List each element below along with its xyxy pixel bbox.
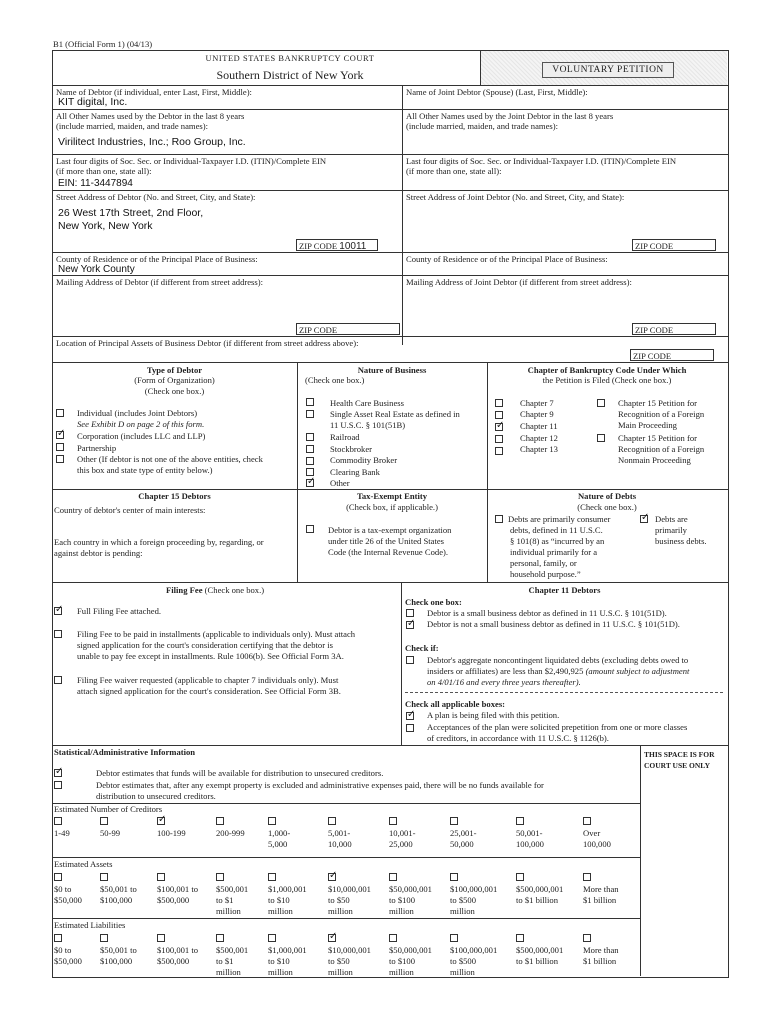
creditors-option-8-checkbox[interactable] xyxy=(450,817,458,825)
stat-title: Statistical/Administrative Information xyxy=(54,747,196,757)
consumer-debts-label-3: § 101(8) as “incurred by an xyxy=(510,536,605,546)
assets-option-4-label: $500,001 xyxy=(216,884,249,894)
business-debts-checkbox[interactable] xyxy=(640,515,648,523)
single-asset-label: Single Asset Real Estate as defined in xyxy=(330,409,460,419)
individual-note: See Exhibit D on page 2 of this form. xyxy=(77,419,205,429)
no-funds-checkbox[interactable] xyxy=(54,781,62,789)
creditors-option-8-label: 25,001- xyxy=(450,828,477,838)
nature-business-title: Nature of Business xyxy=(357,365,427,375)
tax-exempt-label-2: under title 26 of the United States xyxy=(328,536,444,546)
liabilities-option-6-label: million xyxy=(328,967,353,977)
assets-option-6-label: $10,000,001 xyxy=(328,884,371,894)
creditors-option-9-checkbox[interactable] xyxy=(516,817,524,825)
court-use-label: THIS SPACE IS FOR xyxy=(644,750,715,759)
joint-tax-label-2: (if more than one, state all): xyxy=(406,166,502,176)
business-debts-label-3: business debts. xyxy=(655,536,707,546)
joint-name-label: Name of Joint Debtor (Spouse) (Last, First, Middle): xyxy=(406,87,588,97)
assets-option-6-checkbox[interactable] xyxy=(328,873,336,881)
acceptances-label-2: of creditors, in accordance with 11 U.S.C. § 1126(b). xyxy=(427,733,609,743)
assets-option-6-label: to $50 xyxy=(328,895,350,905)
liabilities-option-7-label: $50,000,001 xyxy=(389,945,432,955)
liabilities-option-6-label: $10,000,001 xyxy=(328,945,371,955)
assets-option-8-label: to $500 xyxy=(450,895,477,905)
tax-exempt-label: Debtor is a tax-exempt organization xyxy=(328,525,452,535)
individual-label: Individual (includes Joint Debtors) xyxy=(77,408,198,418)
chapter13-checkbox[interactable] xyxy=(495,447,503,455)
creditors-option-8-label: 50,000 xyxy=(450,839,474,849)
creditors-option-1-checkbox[interactable] xyxy=(54,817,62,825)
assets-option-7-label: $50,000,001 xyxy=(389,884,432,894)
debtor-tax-value: EIN: 11-3447894 xyxy=(58,178,133,189)
debtor-street-line2: New York, New York xyxy=(58,220,153,232)
joint-zip-field[interactable] xyxy=(632,239,716,251)
assets-option-4-label: to $1 xyxy=(216,895,234,905)
nature-debts-title: Nature of Debts xyxy=(577,491,637,501)
liabilities-option-9-label: to $1 billion xyxy=(516,956,559,966)
liabilities-option-5-label: million xyxy=(268,967,293,977)
creditors-option-10-label: 100,000 xyxy=(583,839,611,849)
assets-option-1-label: $0 to xyxy=(54,884,72,894)
debtor-mailing-label: Mailing Address of Debtor (if different from street address): xyxy=(56,277,263,287)
tax-exempt-title: Tax-Exempt Entity xyxy=(356,491,428,501)
ch15-title: Chapter 15 Debtors xyxy=(138,491,211,501)
liabilities-option-9-label: $500,000,001 xyxy=(516,945,564,955)
liabilities-option-3-checkbox[interactable] xyxy=(157,934,165,942)
liabilities-option-7-label: to $100 xyxy=(389,956,416,966)
debtor-zip-value: 10011 xyxy=(339,241,367,252)
funds-available-checkbox[interactable] xyxy=(54,769,62,777)
liabilities-option-8-label: million xyxy=(450,967,475,977)
creditors-option-4-label: 200-999 xyxy=(216,828,245,838)
other-entity-checkbox[interactable] xyxy=(56,455,64,463)
not-small-business-label: Debtor is not a small business debtor as defined in 11 U.S.C. § 101(51D). xyxy=(427,619,680,629)
liabilities-option-1-label: $0 to xyxy=(54,945,72,955)
liabilities-option-4-checkbox[interactable] xyxy=(216,934,224,942)
creditors-option-9-label: 50,001- xyxy=(516,828,543,838)
creditors-option-10-label: Over xyxy=(583,828,601,838)
aggregate-debts-label-2: insiders or affiliates) are less than $2,490,925 (amount subject to adjustment xyxy=(427,666,690,676)
liabilities-option-8-checkbox[interactable] xyxy=(450,934,458,942)
filing-fee-title: Filing Fee (Check one box.) xyxy=(166,585,265,595)
liabilities-option-3-label: $500,000 xyxy=(157,956,190,966)
installment-fee-checkbox[interactable] xyxy=(54,630,62,638)
fee-waiver-label-2: attach signed application for the court's consideration. See Official Form 3B. xyxy=(77,686,341,696)
ch11-check-if: Check if: xyxy=(405,643,439,653)
liabilities-option-1-label: $50,000 xyxy=(54,956,82,966)
liabilities-option-8-label: to $500 xyxy=(450,956,477,966)
funds-available-label: Debtor estimates that funds will be available for distribution to unsecured creditors. xyxy=(96,768,384,778)
small-business-checkbox[interactable] xyxy=(406,609,414,617)
tax-exempt-checkbox[interactable] xyxy=(306,525,314,533)
creditors-option-5-checkbox[interactable] xyxy=(268,817,276,825)
chapter15-nonmain-label: Chapter 15 Petition for xyxy=(618,433,698,443)
installment-fee-label-2: signed application for the court's consideration certifying that the debtor is xyxy=(77,640,333,650)
assets-option-8-label: $100,000,001 xyxy=(450,884,498,894)
debtor-mailing-zip-field[interactable] xyxy=(296,323,400,335)
joint-street-label: Street Address of Joint Debtor (No. and Street, City, and State): xyxy=(406,192,625,202)
single-asset-checkbox[interactable] xyxy=(306,410,314,418)
acceptances-label: Acceptances of the plan were solicited prepetition from one or more classes xyxy=(427,722,688,732)
petition-title: VOLUNTARY PETITION xyxy=(542,62,674,78)
debtor-tax-label: Last four digits of Soc. Sec. or Individual-Taxpayer I.D. (ITIN)/Complete EIN xyxy=(56,156,327,166)
chapter9-label: Chapter 9 xyxy=(520,409,554,419)
liabilities-option-7-label: million xyxy=(389,967,414,977)
liabilities-option-5-checkbox[interactable] xyxy=(268,934,276,942)
liabilities-option-10-label: More than xyxy=(583,945,619,955)
creditors-option-3-checkbox[interactable] xyxy=(157,817,165,825)
type-debtor-title: Type of Debtor xyxy=(146,365,203,375)
assets-option-9-checkbox[interactable] xyxy=(516,873,524,881)
liabilities-option-4-label: $500,001 xyxy=(216,945,249,955)
no-funds-label-2: distribution to unsecured creditors. xyxy=(96,791,216,801)
consumer-debts-checkbox[interactable] xyxy=(495,515,503,523)
chapter-title-2: the Petition is Filed (Check one box.) xyxy=(542,375,672,385)
assets-option-7-label: to $100 xyxy=(389,895,416,905)
creditors-option-5-label: 5,000 xyxy=(268,839,288,849)
liabilities-option-4-label: to $1 xyxy=(216,956,234,966)
full-fee-label: Full Filing Fee attached. xyxy=(77,606,162,616)
stockbroker-label: Stockbroker xyxy=(330,444,373,454)
liabilities-option-2-label: $50,001 to xyxy=(100,945,137,955)
assets-option-2-label: $50,001 to xyxy=(100,884,137,894)
chapter7-checkbox[interactable] xyxy=(495,399,503,407)
debtor-tax-label-2: (if more than one, state all): xyxy=(56,166,152,176)
debtor-name-label: Name of Debtor (if individual, enter Last, First, Middle): xyxy=(56,87,252,97)
joint-tax-label: Last four digits of Soc. Sec. or Individual-Taxpayer I.D. (ITIN)/Complete EIN xyxy=(406,156,677,166)
assets-option-4-label: million xyxy=(216,906,241,916)
court-use-label-2: COURT USE ONLY xyxy=(644,761,711,770)
commodity-broker-checkbox[interactable] xyxy=(306,457,314,465)
partnership-label: Partnership xyxy=(77,443,117,453)
assets-option-1-label: $50,000 xyxy=(54,895,82,905)
location-label: Location of Principal Assets of Business Debtor (if different from street address above): xyxy=(56,338,359,348)
debtor-other-names-value: Virilitect Industries, Inc.; Roo Group, Inc. xyxy=(58,136,246,148)
installment-fee-label-3: unable to pay fee except in installments. Rule 1006(b). See Official Form 3A. xyxy=(77,651,344,661)
assets-option-10-label: More than xyxy=(583,884,619,894)
type-debtor-sub1: (Form of Organization) xyxy=(134,375,215,385)
nature-business-sub: (Check one box.) xyxy=(305,375,365,385)
ch11-title: Chapter 11 Debtors xyxy=(528,585,601,595)
liabilities-option-2-label: $100,000 xyxy=(100,956,133,966)
district: Southern District of New York xyxy=(216,68,364,82)
chapter15-nonmain-checkbox[interactable] xyxy=(597,434,605,442)
zip-label: ZIP CODE xyxy=(299,325,338,335)
joint-county-label: County of Residence or of the Principal Place of Business: xyxy=(406,254,608,264)
ch15-country-label: Country of debtor's center of main interests: xyxy=(54,505,206,515)
acceptances-checkbox[interactable] xyxy=(406,724,414,732)
joint-mailing-label: Mailing Address of Joint Debtor (if different from street address): xyxy=(406,277,632,287)
other-entity-label: Other (If debtor is not one of the above entities, check xyxy=(77,454,263,464)
nature-debts-sub: (Check one box.) xyxy=(577,502,637,512)
debtor-other-names-label: All Other Names used by the Debtor in the last 8 years xyxy=(56,111,245,121)
fee-waiver-label: Filing Fee waiver requested (applicable to chapter 7 individuals only). Must xyxy=(77,675,339,685)
chapter9-checkbox[interactable] xyxy=(495,411,503,419)
assets-option-3-label: $100,001 to xyxy=(157,884,199,894)
chapter13-label: Chapter 13 xyxy=(520,444,558,454)
assets-option-7-checkbox[interactable] xyxy=(389,873,397,881)
creditors-option-2-label: 50-99 xyxy=(100,828,121,838)
liabilities-option-4-label: million xyxy=(216,967,241,977)
partnership-checkbox[interactable] xyxy=(56,443,64,451)
assets-option-7-label: million xyxy=(389,906,414,916)
plan-filed-label: A plan is being filed with this petition. xyxy=(427,710,560,720)
consumer-debts-label-2: debts, defined in 11 U.S.C. xyxy=(510,525,603,535)
debtor-street-label: Street Address of Debtor (No. and Street, City, and State): xyxy=(56,192,256,202)
assets-label: Estimated Assets xyxy=(54,859,113,869)
court-title: UNITED STATES BANKRUPTCY COURT xyxy=(205,54,375,63)
creditors-option-5-label: 1,000- xyxy=(268,828,291,838)
tax-exempt-label-3: Code (the Internal Revenue Code). xyxy=(328,547,449,557)
aggregate-debts-label-3: on 4/01/16 and every three years thereafter). xyxy=(427,677,581,687)
creditors-option-6-checkbox[interactable] xyxy=(328,817,336,825)
assets-option-9-label: $500,000,001 xyxy=(516,884,564,894)
other-business-checkbox[interactable] xyxy=(306,479,314,487)
chapter15-nonmain-label-3: Nonmain Proceeding xyxy=(618,455,691,465)
small-business-label: Debtor is a small business debtor as defined in 11 U.S.C. § 101(51D). xyxy=(427,608,667,618)
creditors-option-7-checkbox[interactable] xyxy=(389,817,397,825)
liabilities-label: Estimated Liabilities xyxy=(54,920,126,930)
stockbroker-checkbox[interactable] xyxy=(306,445,314,453)
liabilities-option-10-checkbox[interactable] xyxy=(583,934,591,942)
consumer-debts-label-5: personal, family, or xyxy=(510,558,577,568)
chapter-title: Chapter of Bankruptcy Code Under Which xyxy=(527,365,687,375)
chapter15-nonmain-label-2: Recognition of a Foreign xyxy=(618,444,705,454)
creditors-option-1-label: 1-49 xyxy=(54,828,70,838)
consumer-debts-label-4: individual primarily for a xyxy=(510,547,598,557)
dashed-divider xyxy=(405,692,723,693)
corporation-checkbox[interactable] xyxy=(56,431,64,439)
full-fee-checkbox[interactable] xyxy=(54,607,62,615)
liabilities-option-6-checkbox[interactable] xyxy=(328,934,336,942)
business-debts-label-2: primarily xyxy=(655,525,687,535)
assets-option-5-checkbox[interactable] xyxy=(268,873,276,881)
creditors-option-3-label: 100-199 xyxy=(157,828,186,838)
creditors-option-6-label: 5,001- xyxy=(328,828,351,838)
liabilities-option-10-label: $1 billion xyxy=(583,956,617,966)
installment-fee-label: Filing Fee to be paid in installments (applicable to individuals only). Must attach xyxy=(77,629,356,639)
zip-label: ZIP CODE xyxy=(635,241,674,251)
clearing-bank-label: Clearing Bank xyxy=(330,467,380,477)
liabilities-option-1-checkbox[interactable] xyxy=(54,934,62,942)
chapter15-main-label: Chapter 15 Petition for xyxy=(618,398,698,408)
ch11-check-one: Check one box: xyxy=(405,597,462,607)
assets-option-4-checkbox[interactable] xyxy=(216,873,224,881)
creditors-option-6-label: 10,000 xyxy=(328,839,352,849)
tax-exempt-sub: (Check box, if applicable.) xyxy=(346,502,438,512)
aggregate-debts-label: Debtor's aggregate noncontingent liquidated debts (excluding debts owed to xyxy=(427,655,689,665)
liabilities-option-6-label: to $50 xyxy=(328,956,350,966)
assets-option-5-label: million xyxy=(268,906,293,916)
joint-other-names-label-2: (include married, maiden, and trade names): xyxy=(406,121,558,131)
liabilities-option-7-checkbox[interactable] xyxy=(389,934,397,942)
liabilities-option-8-label: $100,000,001 xyxy=(450,945,498,955)
debtor-county-label: County of Residence or of the Principal Place of Business: xyxy=(56,254,258,264)
chapter15-main-label-2: Recognition of a Foreign xyxy=(618,409,705,419)
assets-option-2-label: $100,000 xyxy=(100,895,133,905)
liabilities-option-5-label: $1,000,001 xyxy=(268,945,307,955)
chapter11-label: Chapter 11 xyxy=(520,421,558,431)
assets-option-2-checkbox[interactable] xyxy=(100,873,108,881)
chapter12-label: Chapter 12 xyxy=(520,433,558,443)
assets-option-3-label: $500,000 xyxy=(157,895,190,905)
creditors-option-7-label: 10,001- xyxy=(389,828,416,838)
business-debts-label: Debts are xyxy=(655,514,688,524)
assets-option-6-label: million xyxy=(328,906,353,916)
chapter11-checkbox[interactable] xyxy=(495,423,503,431)
assets-option-5-label: to $10 xyxy=(268,895,290,905)
joint-mailing-zip-field[interactable] xyxy=(632,323,716,335)
other-business-label: Other xyxy=(330,478,350,488)
health-care-label: Health Care Business xyxy=(330,398,404,408)
single-asset-note: 11 U.S.C. § 101(51B) xyxy=(330,420,406,430)
railroad-label: Railroad xyxy=(330,432,360,442)
not-small-business-checkbox[interactable] xyxy=(406,621,414,629)
debtor-county-value: New York County xyxy=(58,264,135,275)
liabilities-option-5-label: to $10 xyxy=(268,956,290,966)
ch11-check-all: Check all applicable boxes: xyxy=(405,699,506,709)
assets-option-5-label: $1,000,001 xyxy=(268,884,307,894)
type-debtor-sub2: (Check one box.) xyxy=(144,386,205,396)
form-id: B1 (Official Form 1) (04/13) xyxy=(53,39,153,49)
zip-label: ZIP CODE xyxy=(635,325,674,335)
fee-waiver-checkbox[interactable] xyxy=(54,676,62,684)
assets-option-9-label: to $1 billion xyxy=(516,895,559,905)
debtor-name-value: KIT digital, Inc. xyxy=(58,96,128,108)
debtor-zip-field[interactable] xyxy=(296,239,378,251)
railroad-checkbox[interactable] xyxy=(306,433,314,441)
joint-other-names-label: All Other Names used by the Joint Debtor in the last 8 years xyxy=(406,111,614,121)
ch15-foreign-label-2: against debtor is pending: xyxy=(54,548,143,558)
debtor-street-line1: 26 West 17th Street, 2nd Floor, xyxy=(58,207,204,219)
zip-label: ZIP CODE xyxy=(299,241,338,251)
zip-label: ZIP CODE xyxy=(633,351,672,361)
clearing-bank-checkbox[interactable] xyxy=(306,468,314,476)
assets-option-10-checkbox[interactable] xyxy=(583,873,591,881)
other-entity-note: this box and state type of entity below.) xyxy=(77,465,213,475)
chapter7-label: Chapter 7 xyxy=(520,398,554,408)
assets-option-10-label: $1 billion xyxy=(583,895,617,905)
creditors-option-4-checkbox[interactable] xyxy=(216,817,224,825)
assets-option-8-checkbox[interactable] xyxy=(450,873,458,881)
assets-option-1-checkbox[interactable] xyxy=(54,873,62,881)
individual-checkbox[interactable] xyxy=(56,409,64,417)
commodity-broker-label: Commodity Broker xyxy=(330,455,398,465)
chapter15-main-checkbox[interactable] xyxy=(597,399,605,407)
assets-option-3-checkbox[interactable] xyxy=(157,873,165,881)
creditors-option-2-checkbox[interactable] xyxy=(100,817,108,825)
liabilities-option-3-label: $100,001 to xyxy=(157,945,199,955)
creditors-option-9-label: 100,000 xyxy=(516,839,544,849)
no-funds-label: Debtor estimates that, after any exempt property is excluded and administrative expenses paid, there will be no funds available for xyxy=(96,780,544,790)
aggregate-debts-checkbox[interactable] xyxy=(406,656,414,664)
creditors-label: Estimated Number of Creditors xyxy=(54,804,163,814)
consumer-debts-label: Debts are primarily consumer xyxy=(508,514,611,524)
liabilities-option-9-checkbox[interactable] xyxy=(516,934,524,942)
plan-filed-checkbox[interactable] xyxy=(406,712,414,720)
consumer-debts-label-6: household purpose.” xyxy=(510,569,581,579)
debtor-other-names-label-2: (include married, maiden, and trade names): xyxy=(56,121,208,131)
creditors-option-7-label: 25,000 xyxy=(389,839,413,849)
ch15-foreign-label: Each country in which a foreign proceeding by, regarding, or xyxy=(54,537,264,547)
assets-option-8-label: million xyxy=(450,906,475,916)
chapter15-main-label-3: Main Proceeding xyxy=(618,420,677,430)
liabilities-option-2-checkbox[interactable] xyxy=(100,934,108,942)
corporation-label: Corporation (includes LLC and LLP) xyxy=(77,431,206,441)
chapter12-checkbox[interactable] xyxy=(495,435,503,443)
health-care-checkbox[interactable] xyxy=(306,398,314,406)
location-zip-field[interactable] xyxy=(630,349,714,361)
creditors-option-10-checkbox[interactable] xyxy=(583,817,591,825)
